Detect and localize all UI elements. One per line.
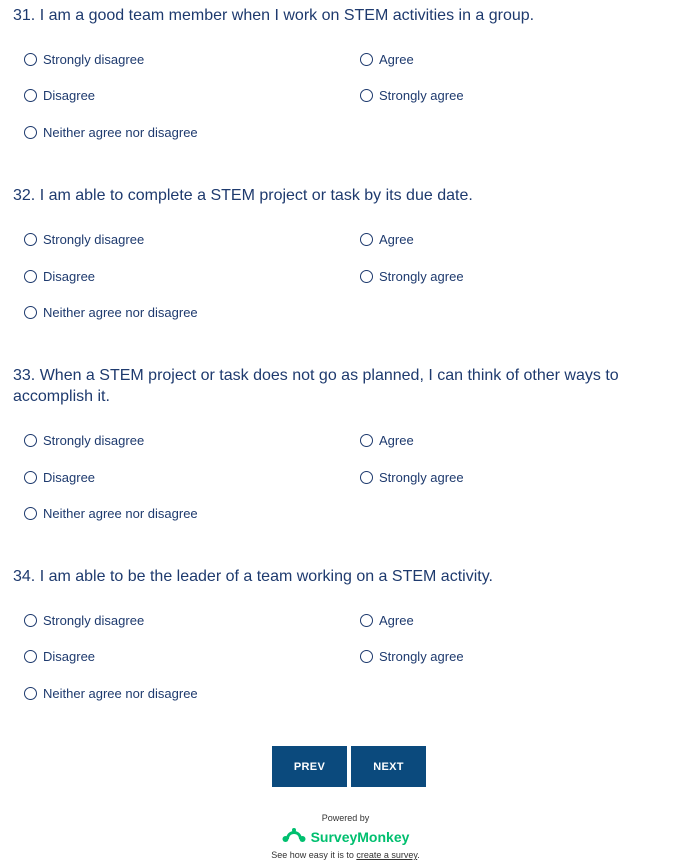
radio-icon[interactable] (360, 233, 373, 246)
radio-icon[interactable] (360, 614, 373, 627)
radio-icon[interactable] (24, 89, 37, 102)
radio-icon[interactable] (24, 53, 37, 66)
radio-icon[interactable] (360, 471, 373, 484)
option-strongly-agree[interactable]: Strongly agree (360, 269, 464, 284)
powered-by-text: Powered by (321, 813, 370, 823)
option-neither[interactable]: Neither agree nor disagree (24, 506, 198, 521)
option-agree[interactable]: Agree (360, 232, 414, 247)
option-disagree[interactable]: Disagree (24, 649, 95, 664)
option-strongly-disagree[interactable]: Strongly disagree (24, 433, 144, 448)
radio-icon[interactable] (360, 650, 373, 663)
surveymonkey-logo-icon (282, 827, 306, 848)
surveymonkey-brand[interactable] (0, 827, 691, 847)
next-button[interactable]: NEXT (351, 746, 426, 787)
option-agree[interactable]: Agree (360, 433, 414, 448)
radio-icon[interactable] (360, 89, 373, 102)
radio-icon[interactable] (24, 306, 37, 319)
prev-button[interactable]: PREV (272, 746, 347, 787)
page-navigation (272, 746, 426, 787)
radio-icon[interactable] (360, 270, 373, 283)
radio-icon[interactable] (360, 434, 373, 447)
radio-icon[interactable] (24, 126, 37, 139)
option-strongly-agree[interactable]: Strongly agree (360, 88, 464, 103)
brand-name: SurveyMonkey (310, 829, 410, 845)
option-disagree[interactable]: Disagree (24, 269, 95, 284)
radio-icon[interactable] (24, 650, 37, 663)
option-neither[interactable]: Neither agree nor disagree (24, 125, 198, 140)
footer (0, 812, 691, 860)
option-strongly-agree[interactable]: Strongly agree (360, 470, 464, 485)
question-title: 32. I am able to complete a STEM project or task by its due date. (13, 187, 473, 204)
option-disagree[interactable]: Disagree (24, 470, 95, 485)
question-34 (13, 566, 653, 701)
radio-icon[interactable] (360, 53, 373, 66)
radio-icon[interactable] (24, 614, 37, 627)
option-disagree[interactable]: Disagree (24, 88, 95, 103)
tagline: See how easy it is to create a survey. (271, 850, 420, 860)
radio-icon[interactable] (24, 507, 37, 520)
question-title: 34. I am able to be the leader of a team working on a STEM activity. (13, 568, 493, 585)
option-neither[interactable]: Neither agree nor disagree (24, 686, 198, 701)
option-neither[interactable]: Neither agree nor disagree (24, 305, 198, 320)
option-strongly-disagree[interactable]: Strongly disagree (24, 52, 144, 67)
question-title: 33. When a STEM project or task does not go as planned, I can think of other ways to accomplish it. (13, 367, 619, 405)
radio-icon[interactable] (24, 471, 37, 484)
option-strongly-disagree[interactable]: Strongly disagree (24, 232, 144, 247)
create-survey-link[interactable]: create a survey (356, 850, 418, 860)
question-title: 31. I am a good team member when I work on STEM activities in a group. (13, 7, 535, 24)
radio-icon[interactable] (24, 434, 37, 447)
question-32 (13, 185, 653, 320)
option-strongly-disagree[interactable]: Strongly disagree (24, 613, 144, 628)
option-agree[interactable]: Agree (360, 613, 414, 628)
question-31 (13, 5, 653, 140)
radio-icon[interactable] (24, 233, 37, 246)
question-33 (13, 365, 653, 521)
radio-icon[interactable] (24, 270, 37, 283)
option-agree[interactable]: Agree (360, 52, 414, 67)
radio-icon[interactable] (24, 687, 37, 700)
option-strongly-agree[interactable]: Strongly agree (360, 649, 464, 664)
